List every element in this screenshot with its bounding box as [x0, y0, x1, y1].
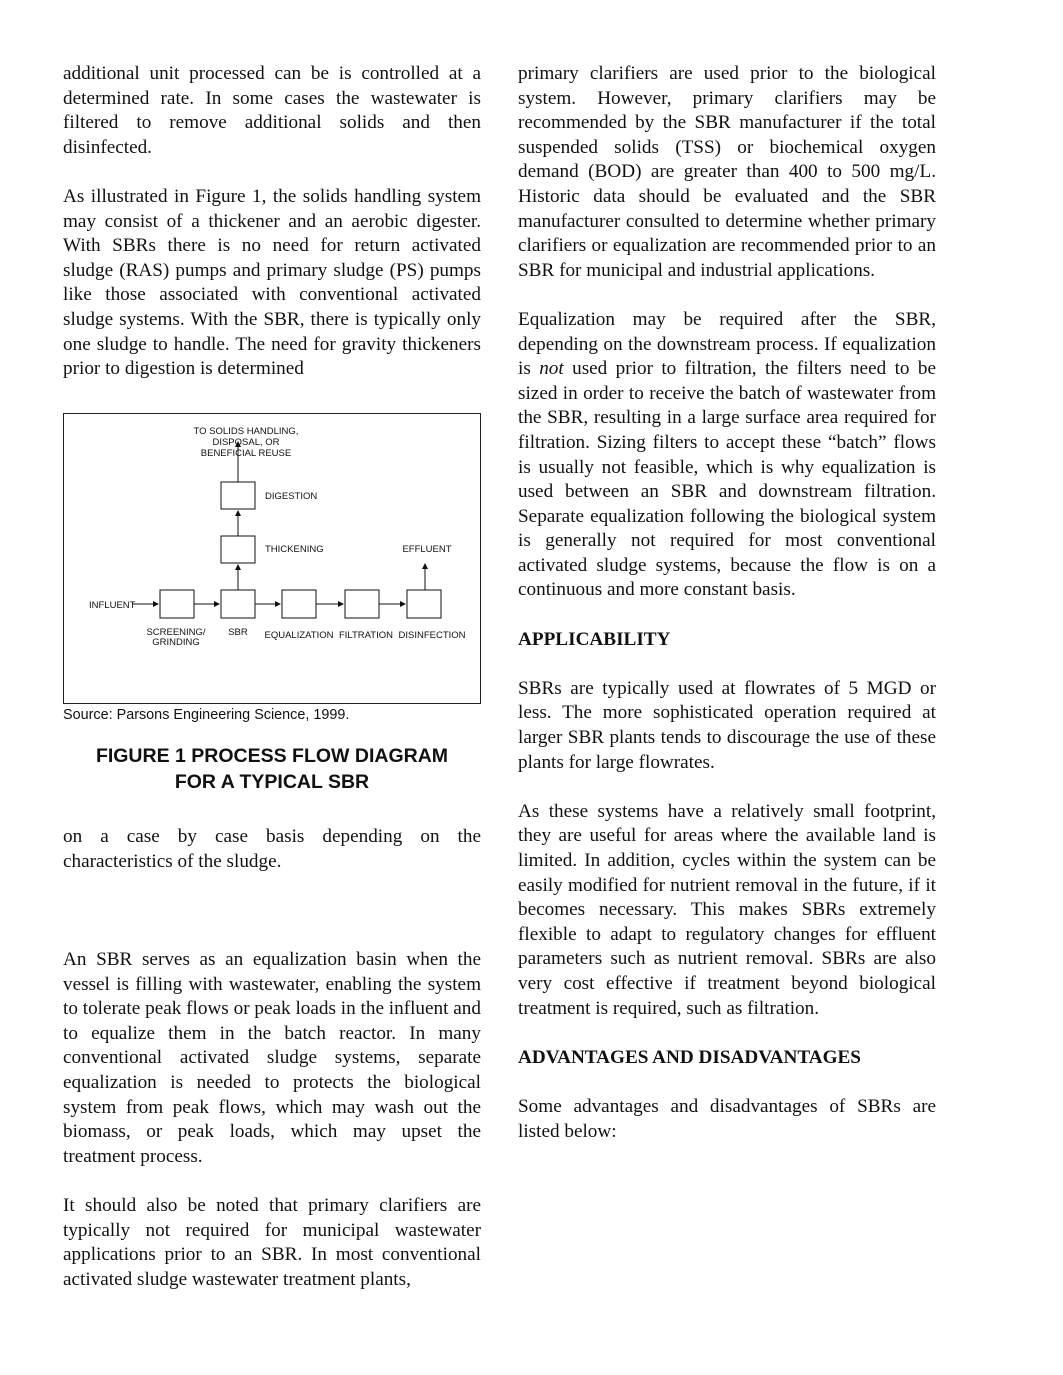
paragraph [518, 308, 936, 603]
right-column [518, 62, 936, 1144]
label-grinding: GRINDING [152, 637, 200, 648]
label-digestion: DIGESTION [265, 491, 318, 502]
paragraph: primary clarifiers are used prior to the biological system. However, primary clarifiers may be recommended by the SBR manufacturer if the total suspended solids (TSS) or biochemical oxygen demand (BOD) are greater than 400 to 500 mg/L. Historic data should be evaluated and the SBR manufacturer consulted to determine whether primary clarifiers or equalization are recommended prior to an SBR for municipal and industrial applications. [518, 63, 936, 281]
sbr-box [221, 590, 255, 618]
screening-box [160, 590, 194, 618]
paragraph: It should also be noted that primary clarifiers are typically not required for municipal wastewater applications prior to an SBR. In most conventional activated sludge wastewater treatment plants, [63, 1194, 481, 1290]
paragraph: additional unit processed can be is controlled at a determined rate. In some cases the wastewater is filtered to remove additional solids and then disinfected. [63, 63, 481, 158]
paragraph: Some advantages and disadvantages of SBRs are listed below: [518, 1095, 936, 1142]
figure-caption [63, 743, 481, 795]
paragraph-text: used prior to filtration, the filters need to be sized in order to receive the batch of wastewater from the SBR, resulting in a large surface area required for filtration. Sizing filters to accept these “batch” flows is usually not feasible, which is why equalization is used between an SBR and downstream filtration. Separate equalization following the biological system is generally not required for most conventional activated sludge systems, because the flow is on a continuous and more constant basis. [518, 358, 936, 601]
paragraph: SBRs are typically used at flowrates of 5 MGD or less. The more sophisticated operation required at larger SBR plants tends to discourage the use of these plants for large flowrates. [518, 677, 936, 773]
left-column-lower [63, 825, 481, 1292]
label-effluent: EFFLUENT [402, 544, 452, 555]
label-equalization: EQUALIZATION [264, 630, 334, 641]
label-beneficial-reuse: BENEFICIAL REUSE [200, 448, 292, 459]
label-thickening: THICKENING [265, 544, 324, 555]
figure-caption-line2: FOR A TYPICAL SBR [174, 771, 370, 793]
filtration-box [345, 590, 379, 618]
label-sbr: SBR [228, 627, 248, 638]
section-heading-advantages: ADVANTAGES AND DISADVANTAGES [518, 1046, 861, 1068]
flow-diagram-svg [64, 414, 480, 703]
digestion-box [221, 482, 255, 509]
figure-source: Source: Parsons Engineering Science, 1999. [63, 707, 350, 723]
label-disposal: DISPOSAL, OR [212, 437, 280, 448]
thickening-box [221, 536, 255, 563]
figure-caption-line1: FIGURE 1 PROCESS FLOW DIAGRAM [95, 745, 449, 767]
label-solids-handling: TO SOLIDS HANDLING, [193, 426, 299, 437]
equalization-box [282, 590, 316, 618]
emphasis-text: not [539, 358, 564, 380]
section-heading-applicability: APPLICABILITY [518, 628, 671, 650]
process-flow-diagram [63, 413, 481, 704]
paragraph-text: Equalization may be required after the SBR, depending on the downstream process. If equalization is [518, 308, 936, 380]
paragraph: As these systems have a relatively small footprint, they are useful for areas where the available land is limited. In addition, cycles within the system can be easily modified for nutrient removal in the future, if it becomes necessary. This makes SBRs extremely flexible to adapt to regulatory changes for effluent parameters such as nutrient removal. SBRs are also very cost effective if treatment beyond biological treatment is required, such as filtration. [518, 800, 936, 1019]
label-filtration: FILTRATION [338, 630, 394, 641]
left-column-upper [63, 62, 481, 382]
label-screening: SCREENING/ [146, 627, 206, 638]
label-influent: INFLUENT [89, 600, 136, 611]
paragraph: As illustrated in Figure 1, the solids handling system may consist of a thickener and an aerobic digester. With SBRs there is no need for return activated sludge (RAS) pumps and primary sludge (PS) pumps like those associated with conventional activated sludge systems. With the SBR, there is typically only one sludge to handle. The need for gravity thickeners prior to digestion is determined [63, 185, 481, 380]
paragraph: An SBR serves as an equalization basin when the vessel is filling with wastewater, enabling the system to tolerate peak flows or peak loads in the influent and to equalize them in the batch reactor. In many conventional activated sludge systems, separate equalization is needed to protects the biological system from peak flows, which may wash out the biomass, or peak loads, which may upset the treatment process. [63, 948, 481, 1167]
label-disinfection: DISINFECTION [398, 630, 466, 641]
paragraph: on a case by case basis depending on the characteristics of the sludge. [63, 826, 481, 872]
disinfection-box [407, 590, 441, 618]
